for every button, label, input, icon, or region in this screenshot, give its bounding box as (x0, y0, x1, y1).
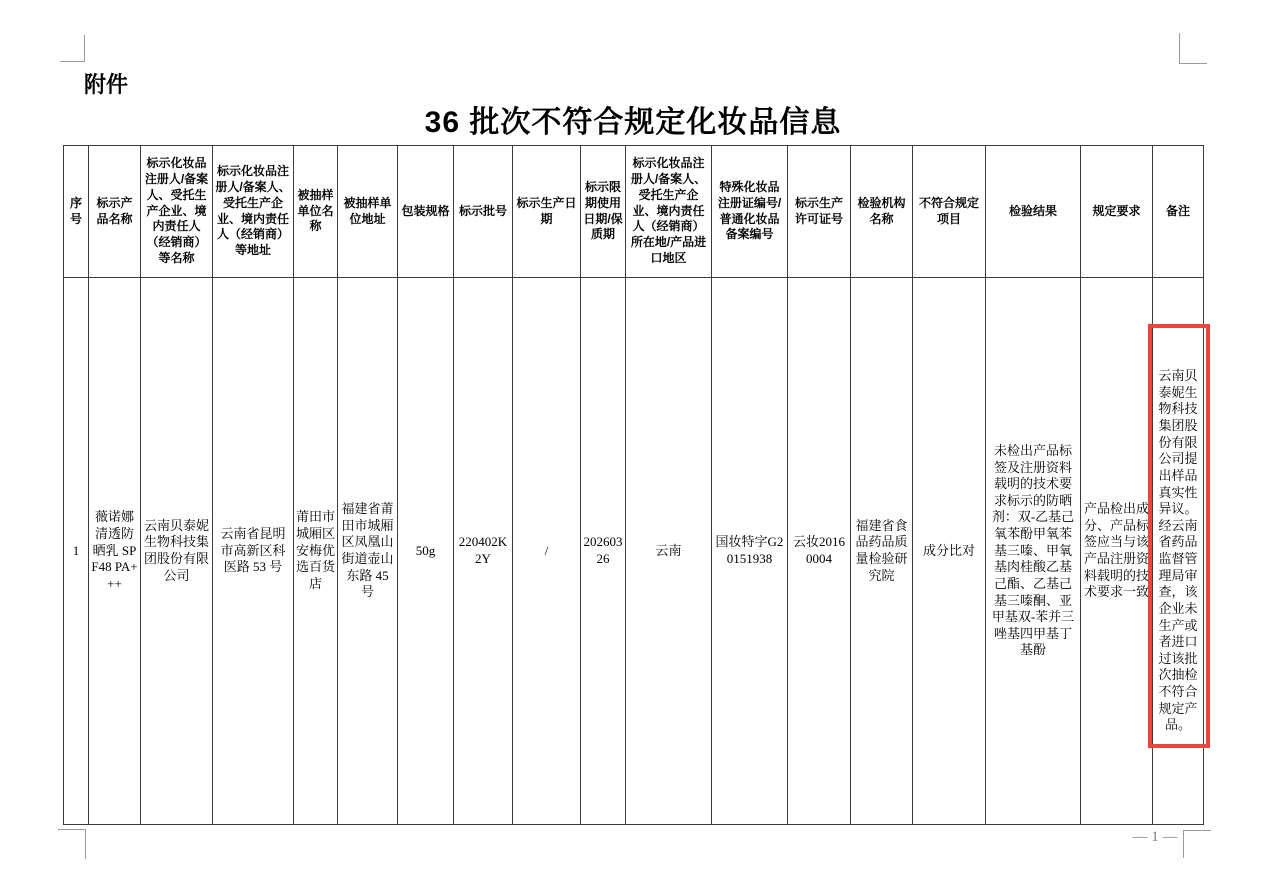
header-batch-no: 标示批号 (454, 146, 513, 278)
crop-mark-bottom-left-icon (58, 829, 86, 859)
cell-package-spec: 50g (398, 278, 454, 825)
cell-sampled-unit-name: 莆田市城厢区安梅优选百货店 (294, 278, 338, 825)
cell-product-name: 薇诺娜清透防晒乳 SPF48 PA+++ (89, 278, 141, 825)
header-remark: 备注 (1153, 146, 1204, 278)
header-test-result: 检验结果 (986, 146, 1081, 278)
header-registration-cert-no: 特殊化妆品注册证编号/普通化妆品备案编号 (712, 146, 788, 278)
attachment-label: 附件 (84, 72, 129, 97)
crop-mark-top-left-icon (60, 35, 85, 62)
cell-noncompliant-item: 成分比对 (913, 278, 986, 825)
header-inspection-agency: 检验机构名称 (851, 146, 913, 278)
cell-registrant-name: 云南贝泰妮生物科技集团股份有限公司 (141, 278, 213, 825)
noncompliant-cosmetics-table (63, 145, 1204, 825)
header-package-spec: 包装规格 (398, 146, 454, 278)
page-title: 36 批次不符合规定化妆品信息 (424, 106, 842, 139)
header-seq-no: 序号 (64, 146, 89, 278)
header-production-license-no: 标示生产许可证号 (788, 146, 851, 278)
cell-test-result: 未检出产品标签及注册资料载明的技术要求标示的防晒剂：双-乙基己氧苯酚甲氧苯基三嗪、甲氧基肉桂酸乙基己酯、乙基己基三嗪酮、亚甲基双-苯并三唑基四甲基丁基酚 (986, 278, 1081, 825)
cell-expiry-shelf-life: 20260326 (581, 278, 626, 825)
header-production-date: 标示生产日期 (513, 146, 581, 278)
cell-sampled-unit-address: 福建省莆田市城厢区凤凰山街道壶山东路 45 号 (338, 278, 398, 825)
cell-production-date: / (513, 278, 581, 825)
cell-remark: 云南贝泰妮生物科技集团股份有限公司提出样品真实性异议。经云南省药品监督管理局审查，该企业未生产或者进口过该批次抽检不符合规定产品。 (1153, 278, 1204, 825)
cell-registration-cert-no: 国妆特字G20151938 (712, 278, 788, 825)
page-number: — 1 — (1132, 829, 1178, 845)
cell-seq-no: 1 (64, 278, 89, 825)
cell-batch-no: 220402K2Y (454, 278, 513, 825)
header-registrant-region: 标示化妆品注册人/备案人、受托生产企业、境内责任人（经销商）所在地/产品进口地区 (626, 146, 712, 278)
header-requirement: 规定要求 (1081, 146, 1153, 278)
header-sampled-unit-name: 被抽样单位名称 (294, 146, 338, 278)
header-registrant-address: 标示化妆品注册人/备案人、受托生产企业、境内责任人（经销商）等地址 (213, 146, 294, 278)
header-noncompliant-item: 不符合规定项目 (913, 146, 986, 278)
cell-requirement: 产品检出成分、产品标签应当与该产品注册资料载明的技术要求一致 (1081, 278, 1153, 825)
header-product-name: 标示产品名称 (89, 146, 141, 278)
table-header-row (64, 146, 1204, 278)
crop-mark-top-right-icon (1179, 33, 1207, 64)
header-expiry-shelf-life: 标示限期使用日期/保质期 (581, 146, 626, 278)
cell-registrant-region: 云南 (626, 278, 712, 825)
cell-inspection-agency: 福建省食品药品质量检验研究院 (851, 278, 913, 825)
header-sampled-unit-address: 被抽样单位地址 (338, 146, 398, 278)
cell-production-license-no: 云妆20160004 (788, 278, 851, 825)
header-registrant-name: 标示化妆品注册人/备案人、受托生产企业、境内责任人（经销商）等名称 (141, 146, 213, 278)
table-row (64, 278, 1204, 825)
cell-registrant-address: 云南省昆明市高新区科医路 53 号 (213, 278, 294, 825)
